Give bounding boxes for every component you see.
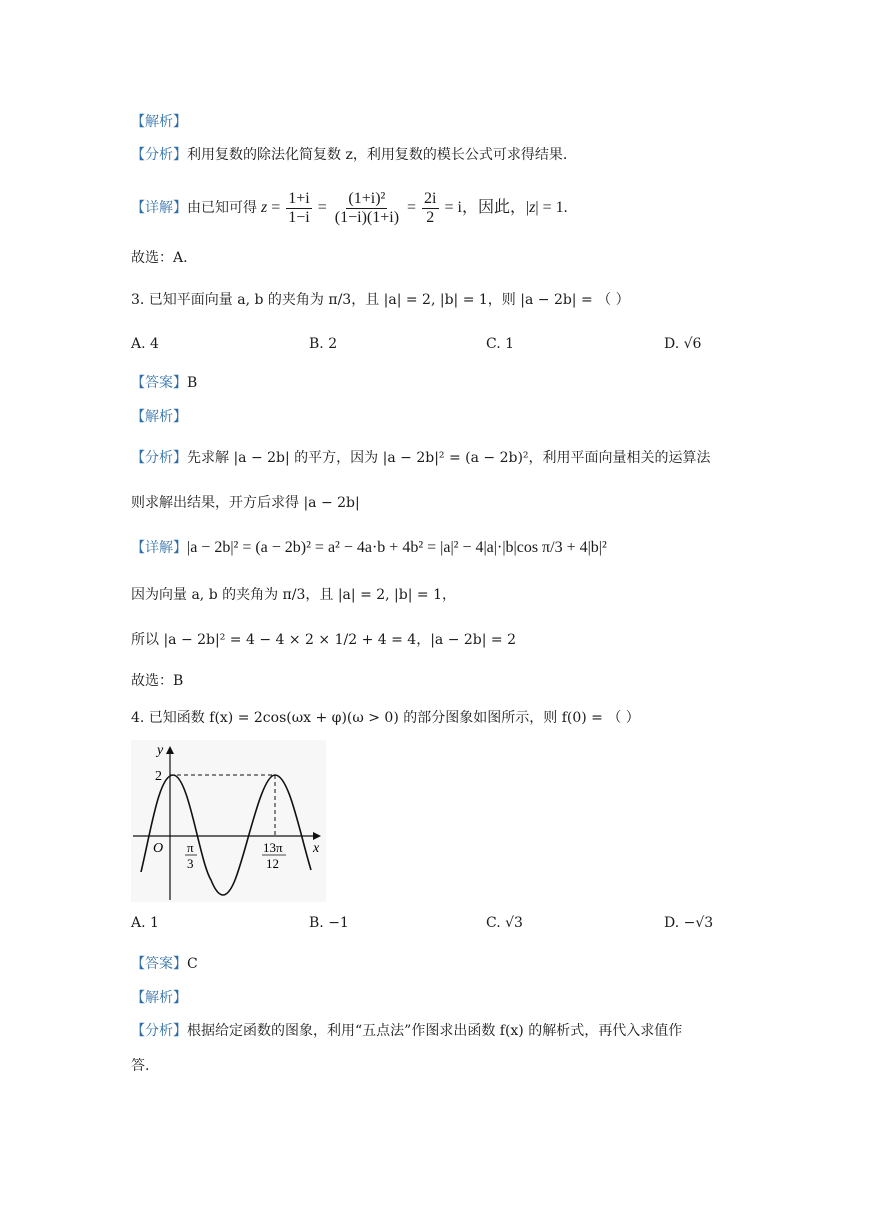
- x-tick-pi3-num: π: [187, 840, 194, 855]
- x-tick-13pi12-num: 13π: [263, 840, 283, 855]
- origin-label: O: [153, 841, 164, 856]
- analysis-4-sub-tag: 【分析】: [131, 1023, 187, 1039]
- cosine-graph: [131, 740, 326, 902]
- y-tick-2: 2: [155, 769, 162, 784]
- q4-option-c: C. √3: [486, 915, 523, 931]
- analysis-3-sub-tag: 【分析】: [131, 450, 187, 466]
- answer-4: [131, 954, 198, 974]
- q4-option-a: A. 1: [131, 915, 159, 931]
- detail-3-tag: 【详解】: [131, 540, 187, 556]
- choose-a-line: 故选：A.: [131, 250, 188, 266]
- analysis-3-text2: 则求解出结果，开方后求得 |a − 2b|: [131, 495, 360, 511]
- question-4: 4. 已知函数 f(x) = 2cos(ωx + φ)(ω > 0) 的部分图象如图所示，则 f(0) = （ ）: [131, 710, 640, 726]
- x-tick-pi3-den: 3: [187, 856, 194, 871]
- detail-3-line2: 因为向量 a, b 的夹角为 π/3，且 |a| = 2, |b| = 1，: [131, 587, 456, 603]
- answer-4-value: C: [187, 956, 198, 972]
- q3-option-b: B. 2: [309, 336, 338, 352]
- answer-3-tag: 【答案】: [131, 375, 187, 391]
- question-3: 3. 已知平面向量 a, b 的夹角为 π/3，且 |a| = 2, |b| = 1，则 |a − 2b| = （ ）: [131, 292, 630, 308]
- detail-3-paragraph: [131, 538, 607, 558]
- q3-option-a: A. 4: [131, 336, 159, 352]
- detail-3-equation: |a − 2b|² = (a − 2b)² = a² − 4a·b + 4b² = |a|² − 4|a|·|b|cos π/3 + 4|b|²: [187, 539, 607, 556]
- analysis-text: 利用复数的除法化简复数 z，利用复数的模长公式可求得结果.: [187, 147, 568, 163]
- detail-paragraph: [131, 188, 568, 228]
- analysis-4-text2: 答.: [131, 1058, 150, 1074]
- answer-3-value: B: [187, 375, 198, 391]
- analysis-4-paragraph: [131, 1021, 682, 1041]
- q4-option-b: B. −1: [309, 915, 349, 931]
- analysis-tag: 【分析】: [131, 147, 187, 163]
- analysis-3-tag: 【解析】: [131, 409, 187, 425]
- q4-option-d: D. −√3: [664, 915, 714, 931]
- x-axis-label: x: [313, 841, 320, 856]
- x-tick-13pi12-den: 12: [266, 856, 279, 871]
- detail-text: 由已知可得: [187, 200, 257, 216]
- analysis-4-tag: 【解析】: [131, 990, 187, 1006]
- detail-tag: 【详解】: [131, 200, 187, 216]
- q3-option-d: D. √6: [664, 336, 702, 352]
- y-axis-label: y: [157, 743, 164, 758]
- q3-option-c: C. 1: [486, 336, 515, 352]
- choose-b-line: 故选：B: [131, 673, 184, 689]
- detail-equation: z = $\frac{1+i}{1-i}$ = $\frac{\text{(1+i)²}}{(1-i)(1+i)}$ = $\frac{2i}{2}$ = i，因此，|z| = 1.: [261, 189, 568, 226]
- answer-4-tag: 【答案】: [131, 956, 187, 972]
- analysis-3-text1: 先求解 |a − 2b| 的平方，因为 |a − 2b|² = (a − 2b)²，利用平面向量相关的运算法: [187, 450, 711, 466]
- answer-3: [131, 373, 197, 393]
- analysis-paragraph: [131, 145, 567, 165]
- analysis-4-text1: 根据给定函数的图象，利用“五点法”作图求出函数 f(x) 的解析式，再代入求值作: [187, 1023, 683, 1039]
- detail-3-line3: 所以 |a − 2b|² = 4 − 4 × 2 × 1/2 + 4 = 4，|a − 2b| = 2: [131, 632, 517, 648]
- analysis-3-paragraph: [131, 448, 711, 468]
- section-tag-analysis: 【解析】: [131, 114, 187, 130]
